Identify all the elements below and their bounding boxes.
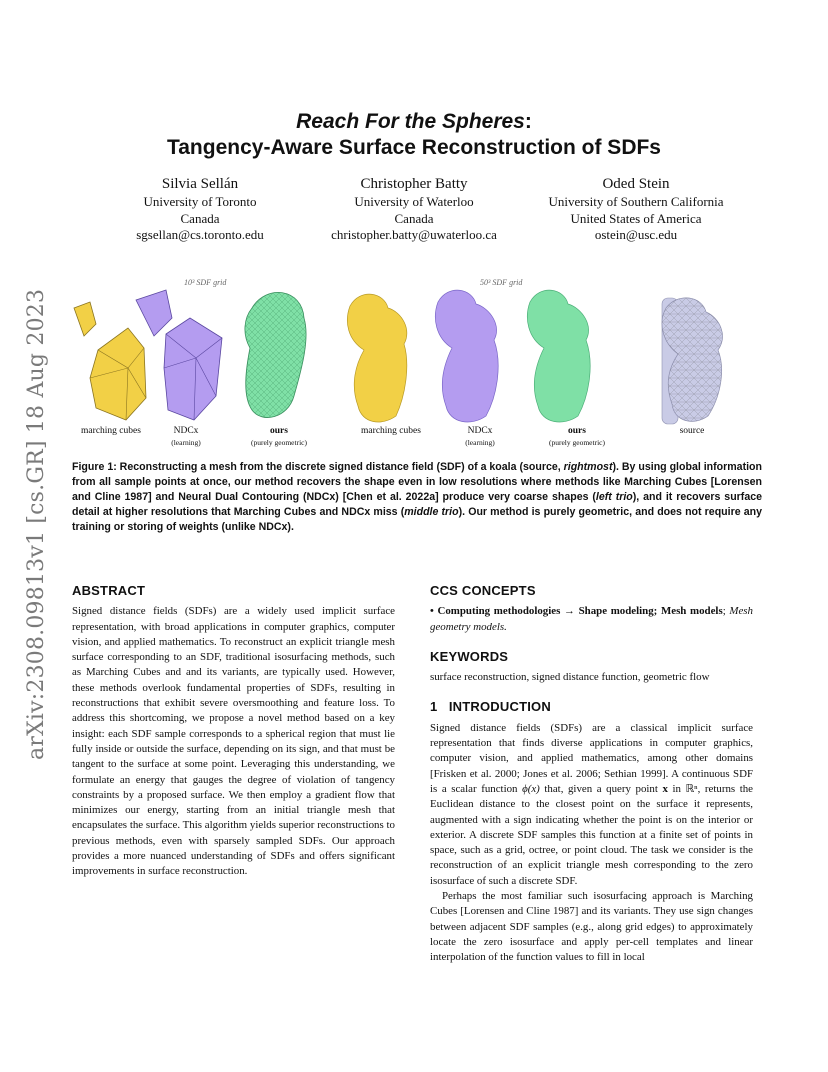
abstract-text: Signed distance fields (SDFs) are a widely used implicit surface representation, with broad applications in computer graphics, computer vision, and applied mathematics. To reconstruct an explicit triangle mesh surface corresponding to an SDF, traditional isosurfacing methods, such as Marching Cubes and and its variants, are typically used. However, these methods overlook fundamental properties of SDFs, resulting in reconstructions that exhibit severe oversmoothing and feature loss. To address this shortcoming, we propose a novel method based on a key insight: each SDF sample corresponds to a spherical region that must lie fully inside or outside the surface, depending on its sign, and that must be tangent to the surface at some point. Leveraging this understanding, we formulate an energy that gauges the degree of violation of tangency constraints by a proposed surface. We then employ a gradient flow that minimizes our energy, starting from an initial triangle mesh that encapsulates the surface. This algorithm yields superior reconstructions to previous methods, even with sparsely sampled SDFs. Our approach provides a more nuanced understanding of SDFs and offers significant improvements in surface reconstruction.	[72, 605, 395, 878]
ccs-subconcept: Mesh geometry models.	[430, 605, 753, 633]
caption-text: ). Our method is purely geometric, and does not require any training or storing of weights (unlike NDCx).	[72, 506, 762, 533]
author-name: Silvia Sellán	[161, 176, 239, 192]
author-block	[314, 175, 514, 244]
label-text: marching cubes	[81, 426, 141, 436]
author-name: Oded Stein	[602, 176, 670, 192]
paper-title-line2: Tangency-Aware Surface Reconstruction of SDFs	[166, 136, 661, 159]
intro-paragraph-2: Perhaps the most familiar such isosurfacing approach is Marching Cubes [Lorensen and Cline 1987] and its variants. They use sign changes between adjacent SDF samples (e.g., along grid edges) to approximately locate the zero isosurface and apply per-cell templates and linear interpolation of the function values to fill in local	[430, 890, 753, 964]
grid-resolution-high: 50³ SDF grid	[480, 278, 523, 287]
ccs-heading: CCS CONCEPTS	[430, 583, 536, 598]
intro-text: , returns the Euclidean distance to the closest point on the surface it represents, augmented with a sign indicating whether the point is on the interior or exterior. A discrete SDF samples this function at a finite set of points in space, such as a grid, octree, or point cloud. The task we consider is the reconstruction of an explicit triangle mesh corresponding to the zero isosurface of such a discrete SDF.	[430, 782, 753, 887]
label-ndcx-coarse	[156, 426, 216, 448]
koala-marching-cubes-fine	[347, 294, 406, 422]
author-affiliation: University of Toronto	[143, 194, 257, 209]
arxiv-identifier: arXiv:2308.09813v1 [cs.GR] 18 Aug 2023	[24, 288, 49, 760]
label-subtext: (learning)	[465, 438, 495, 447]
math-symbol: ℝⁿ	[685, 782, 698, 795]
label-subtext: (purely geometric)	[548, 438, 605, 447]
label-source	[662, 426, 722, 437]
author-affiliation: University of Southern California	[548, 194, 724, 209]
caption-emphasis: rightmost	[563, 461, 613, 473]
math-symbol: x	[662, 782, 668, 795]
koala-ndcx-fine	[435, 290, 498, 422]
label-text: ours	[568, 426, 586, 436]
author-block	[530, 175, 742, 244]
ccs-text	[430, 604, 753, 635]
label-text: marching cubes	[361, 426, 421, 436]
caption-text: Figure 1: Reconstructing a mesh from the discrete signed distance field (SDF) of a koala (source,	[72, 461, 564, 473]
label-text: NDCx	[467, 426, 493, 436]
math-symbol: ϕ(x)	[522, 782, 540, 795]
author-country: Canada	[394, 210, 434, 226]
intro-text: in	[667, 782, 686, 795]
author-email: christopher.batty@uwaterloo.ca	[331, 227, 497, 242]
title-emphasis: Reach For the Spheres	[296, 110, 525, 133]
figure-caption	[72, 460, 762, 535]
koala-ours-coarse	[245, 292, 306, 417]
label-text: source	[679, 426, 705, 436]
label-ours-fine	[532, 426, 622, 448]
teaser-figure	[66, 278, 762, 448]
grid-resolution-low: 10³ SDF grid	[184, 278, 227, 287]
author-affiliation: University of Waterloo	[354, 194, 474, 209]
caption-text: ). By using global information from all sample points at once, our method recovers the shape even in low resolutions where methods like Marching Cubes [Lorensen and Cline 1987] and Neural Dual Contouring (NDCx) [Chen et al. 2022a] produce very coarse shapes (	[72, 461, 762, 503]
arxiv-sidebar	[24, 280, 54, 760]
koala-ndcx-coarse	[136, 290, 222, 420]
introduction-heading: 1 INTRODUCTION	[430, 699, 551, 715]
label-subtext: (purely geometric)	[250, 438, 307, 447]
right-column	[430, 583, 753, 966]
ccs-separator: ;	[722, 605, 730, 618]
koala-renders	[66, 278, 762, 428]
left-column	[72, 583, 395, 880]
intro-paragraph-1	[430, 721, 753, 889]
intro-text: that, given a query point	[539, 782, 663, 795]
koala-marching-cubes-coarse	[74, 302, 146, 420]
label-text: ours	[270, 426, 288, 436]
intro-text: Signed distance fields (SDFs) are a classical implicit surface representation that finds diverse applications in computer graphics, computer vision, and applied mathematics, among other domains [Frisken et al. 2000; Jones et al. 2006; Sethian 1999]. A continuous SDF is a scalar function	[430, 721, 753, 795]
ccs-concepts: • Computing methodologies → Shape modeling; Mesh models	[430, 605, 723, 618]
abstract-heading: ABSTRACT	[72, 583, 146, 598]
label-ours-coarse	[234, 426, 324, 448]
label-text: NDCx	[173, 426, 199, 436]
caption-emphasis: left trio	[595, 491, 633, 503]
title-colon: :	[524, 110, 532, 133]
label-subtext: (learning)	[171, 438, 201, 447]
koala-source	[662, 298, 722, 424]
keywords-text: surface reconstruction, signed distance function, geometric flow	[430, 671, 710, 684]
keywords-heading: KEYWORDS	[430, 648, 509, 664]
paper-title-line1	[0, 110, 828, 134]
koala-ours-fine	[527, 290, 590, 422]
caption-emphasis: middle trio	[404, 506, 459, 518]
label-ndcx-fine	[450, 426, 510, 448]
author-country: United States of America	[570, 210, 702, 226]
author-email: sgsellan@cs.toronto.edu	[136, 227, 264, 242]
label-marching-cubes-fine	[346, 426, 436, 437]
author-email: ostein@usc.edu	[594, 227, 678, 242]
author-name: Christopher Batty	[360, 176, 468, 192]
author-block	[100, 175, 300, 244]
label-marching-cubes-coarse	[66, 426, 156, 437]
author-country: Canada	[180, 210, 220, 226]
caption-text: ), and it recovers surface detail at higher resolutions that Marching Cubes and NDCx miss (	[72, 491, 762, 518]
